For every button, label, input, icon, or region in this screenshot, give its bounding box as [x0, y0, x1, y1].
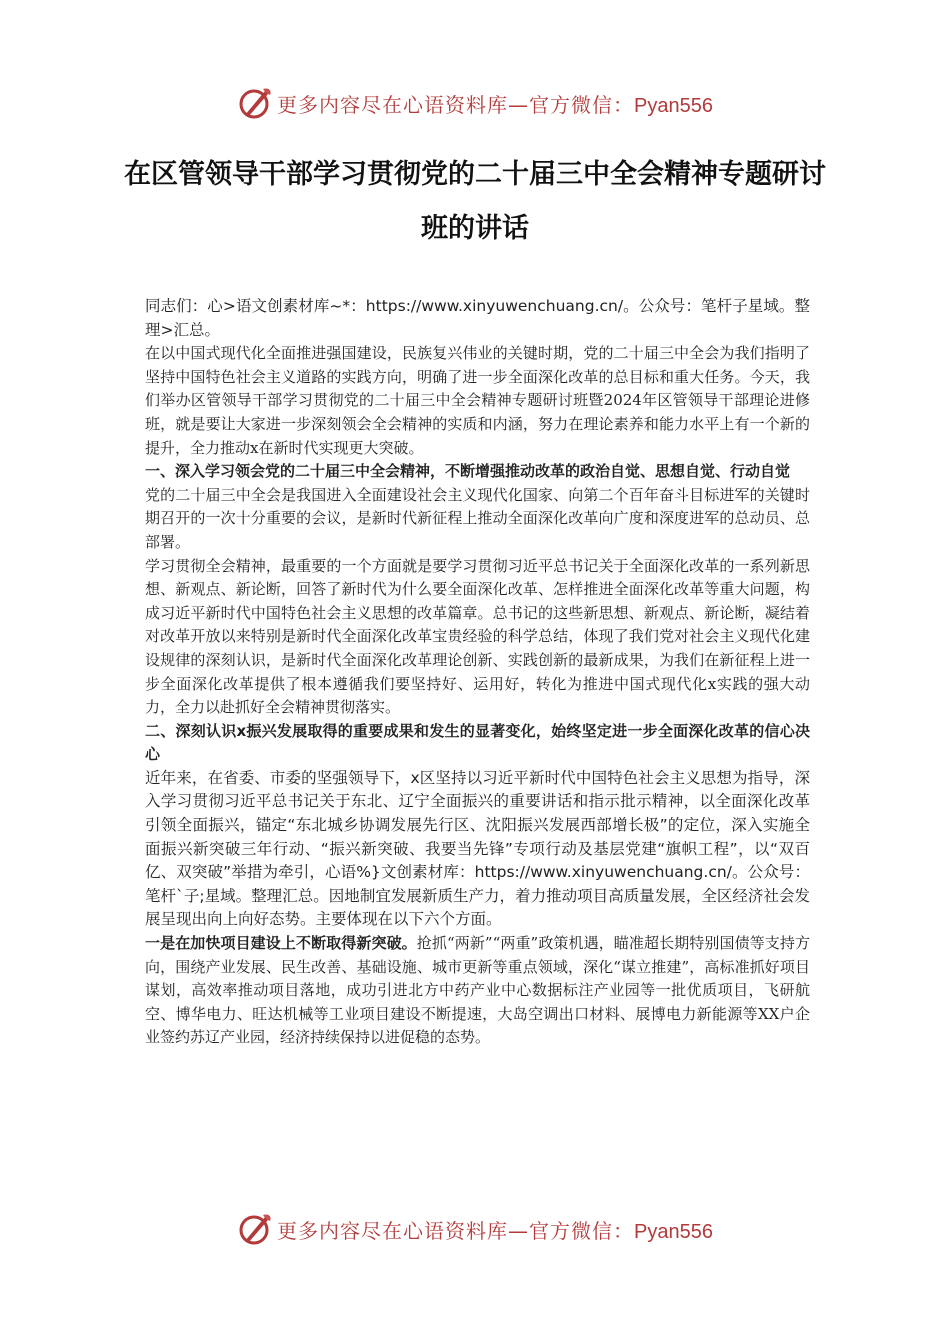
footer-banner: [0, 1206, 950, 1252]
banner-text: 更多内容尽在心语资料库—官方微信：Pyan556: [277, 92, 713, 117]
paragraph-1: 在以中国式现代化全面推进强国建设，民族复兴伟业的关键时期，党的二十届三中全会为我们指明了坚持中国特色社会主义道路的实践方向，明确了进一步全面深化改革的总目标和重大任务。今天，我们举办区管领导干部学习贯彻党的二十届三中全会精神专题研讨班暨2024年区管领导干部理论进修班，就是要让大家进一步深刻领会全会精神的实质和内涵，努力在理论素养和能力水平上有一个新的提升，全力推动x在新时代实现更大突破。: [145, 344, 810, 457]
section-heading-2: 二、深刻认识x振兴发展取得的重要成果和发生的显著变化，始终坚定进一步全面深化改革的信心决心: [145, 721, 810, 764]
banner-text: 更多内容尽在心语资料库—官方微信：Pyan556: [277, 1218, 713, 1243]
intro-paragraph: 同志们：心>语文创素材库~*：https://www.xinyuwenchuang.cn/。公众号：笔杆子星域。整理>汇总。: [145, 297, 810, 339]
paragraph-5: [145, 932, 810, 1050]
header-banner: [0, 80, 950, 126]
paragraph-2: 党的二十届三中全会是我国进入全面建设社会主义现代化国家、向第二个百年奋斗目标进军的关键时期召开的一次十分重要的会议，是新时代新征程上推动全面深化改革向广度和深度进军的总动员、总部署。: [145, 485, 810, 551]
document-body: [145, 295, 810, 1050]
paragraph-4: 近年来，在省委、市委的坚强领导下，x区坚持以习近平新时代中国特色社会主义思想为指导，深入学习贯彻习近平总书记关于东北、辽宁全面振兴的重要讲话和指示批示精神，以全面深化改革引领全面振兴，锚定“东北城乡协调发展先行区、沈阳振兴发展西部增长极”的定位，深入实施全面振兴新突破三年行动、“振兴新突破、我要当先锋”专项行动及基层党建“旗帜工程”，以“双百亿、双突破”举措为牵引，心语%}文创素材库：https://www.xinyuwenchuang.cn/。公众号：笔杆`子;星域。整理汇总。因地制宜发展新质生产力，着力推动项目高质量发展，全区经济社会发展呈现出向上向好态势。主要体现在以下六个方面。: [145, 768, 810, 929]
page-title: 在区管领导干部学习贯彻党的二十届三中全会精神专题研讨班的讲话: [124, 159, 826, 244]
section-heading-1: 一、深入学习领会党的二十届三中全会精神，不断增强推动改革的政治自觉、思想自觉、行动自觉: [145, 462, 791, 481]
quill-logo-icon: [237, 1211, 273, 1247]
paragraph-5-lead: 一是在加快项目建设上不断取得新突破。: [145, 934, 417, 953]
paragraph-3: 学习贯彻全会精神，最重要的一个方面就是要学习贯彻习近平总书记关于全面深化改革的一系列新思想、新观点、新论断，回答了新时代为什么要全面深化改革、怎样推进全面深化改革等重大问题，构成习近平新时代中国特色社会主义思想的改革篇章。总书记的这些新思想、新观点、新论断，凝结着对改革开放以来特别是新时代全面深化改革宝贵经验的科学总结，体现了我们党对社会主义现代化建设规律的深刻认识，是新时代全面深化改革理论创新、实践创新的最新成果，为我们在新征程上进一步全面深化改革提供了根本遵循我们要坚持好、运用好，转化为推进中国式现代化x实践的强大动力，全力以赴抓好全会精神贯彻落实。: [145, 556, 810, 717]
quill-logo-icon: [237, 85, 273, 121]
paragraph-5-body: 抢抓“两新”“两重”政策机遇，瞄准超长期特别国债等支持方向，围绕产业发展、民生改善、基础设施、城市更新等重点领域，深化“谋立推建”，高标准抓好项目谋划，高效率推动项目落地，成功引进北方中药产业中心数据标注产业园等一批优质项目，飞研航空、博华电力、旺达机械等工业项目建设不断提速，大岛空调出口材料、展博电力新能源等XX户企业签约苏辽产业园，经济持续保持以进促稳的态势。: [145, 934, 810, 1047]
